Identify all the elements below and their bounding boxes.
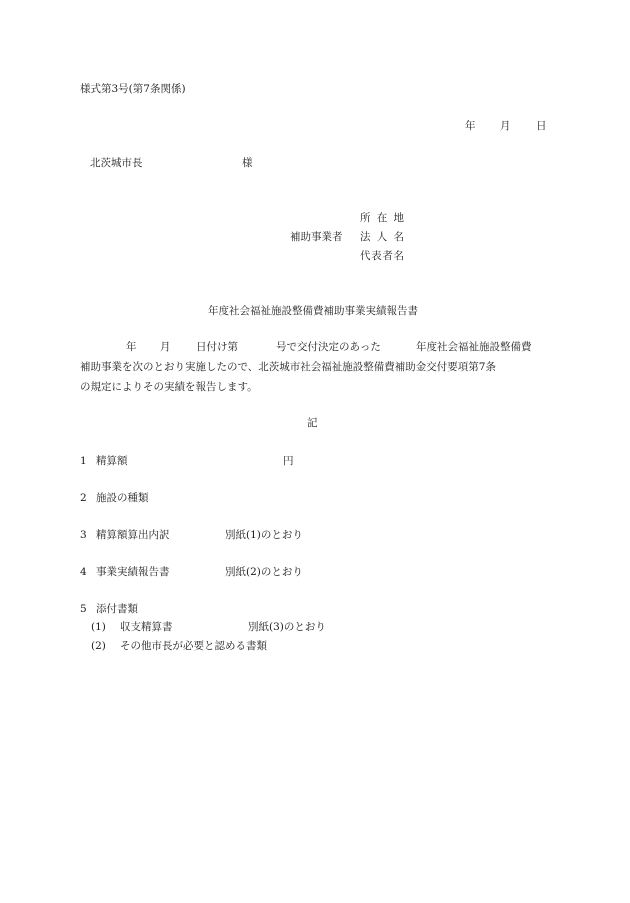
item-4-value: 別紙(2)のとおり [225,566,303,578]
ki-heading: 記 [307,417,318,429]
applicant-role: 補助事業者 [290,231,343,243]
attachment-1-number: (1) [91,621,106,633]
form-number: 様式第3号(第7条関係) [80,83,186,95]
body-line-2: 補助事業を次のとおり実施したので、北茨城市社会福祉施設整備費補助金交付要項第7条 [80,361,496,373]
date-month: 月 [500,120,511,132]
date-year: 年 [465,120,476,132]
body-decision: 号で交付決定のあった [276,341,381,353]
attachment-2-number: (2) [91,640,106,652]
item-4-label: 事業実績報告書 [96,566,170,578]
addressee-honorific: 様 [242,157,253,169]
item-3-label: 精算額算出内訳 [96,529,170,541]
body-year: 年 [126,341,137,353]
item-3-number: 3 [80,529,87,541]
address-label: 所 在 地 [360,212,404,224]
item-3-value: 別紙(1)のとおり [225,529,303,541]
attachment-1-label: 収支精算書 [120,621,173,633]
body-month: 月 [160,341,171,353]
addressee-name: 北茨城市長 [90,157,143,169]
item-2-label: 施設の種類 [96,492,149,504]
body-day-number: 日付け第 [196,341,238,353]
attachment-1-value: 別紙(3)のとおり [248,621,326,633]
item-1-value: 円 [283,455,294,467]
body-fiscal-year: 年度社会福祉施設整備費 [416,341,532,353]
item-5-label: 添付書類 [96,603,138,615]
attachment-2-label: その他市長が必要と認める書類 [120,640,267,652]
item-5-number: 5 [80,603,87,615]
document-title: 年度社会福祉施設整備費補助事業実績報告書 [208,305,418,317]
item-2-number: 2 [80,492,87,504]
item-1-number: 1 [80,455,87,467]
item-4-number: 4 [80,566,87,578]
representative-label: 代表者名 [360,250,404,262]
body-line-3: の規定によりその実績を報告します。 [80,381,258,393]
corporation-label: 法 人 名 [360,231,404,243]
date-day: 日 [536,120,547,132]
item-1-label: 精算額 [96,455,128,467]
